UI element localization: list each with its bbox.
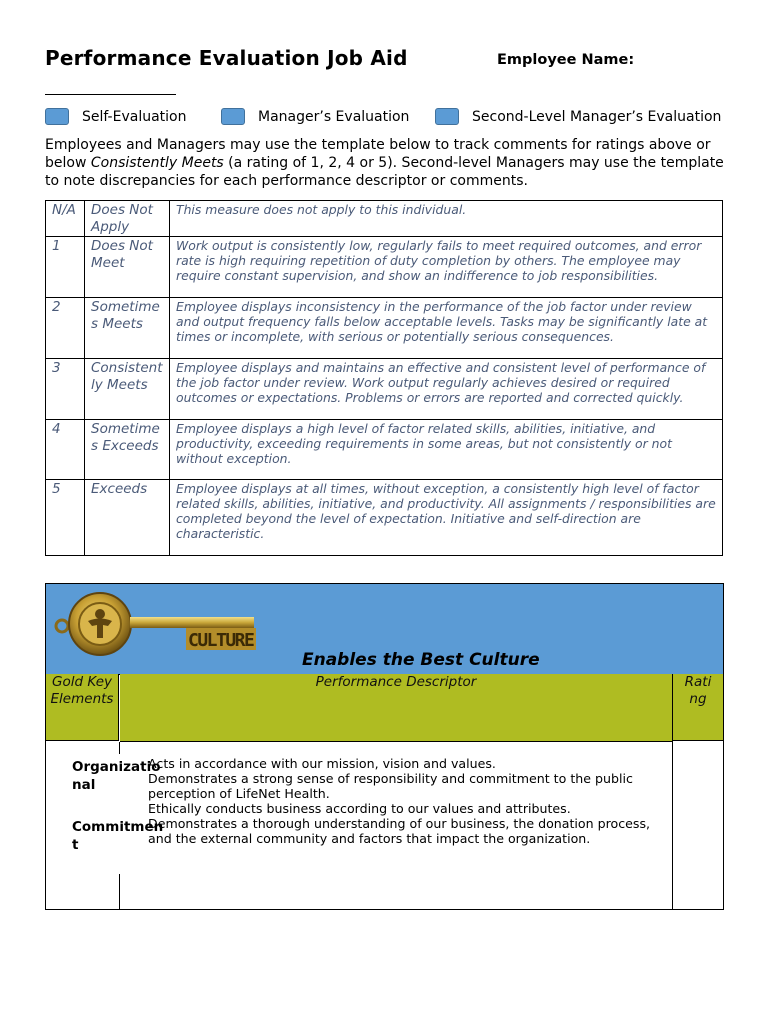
- col-performance-descriptor: Performance Descriptor: [120, 674, 673, 742]
- rating-description: Employee displays a high level of factor related skills, abilities, initiative, and productivity, exceeding requirements in some areas, but not consistently or not without exception.: [170, 420, 723, 480]
- rating-row: [46, 359, 723, 420]
- checkbox[interactable]: [435, 108, 459, 125]
- descriptor-list: [148, 756, 658, 846]
- rating-row: [46, 298, 723, 359]
- evaluation-type-checkboxes: [45, 108, 735, 126]
- descriptor-item: Acts in accordance with our mission, vision and values.: [148, 756, 496, 771]
- descriptor-item: Demonstrates a strong sense of responsibility and commitment to the public perception of LifeNet Health.: [148, 771, 633, 801]
- checkbox[interactable]: [221, 108, 245, 125]
- rating-label: Exceeds: [85, 480, 170, 556]
- rating-description: This measure does not apply to this individual.: [170, 201, 723, 237]
- rating-row: [46, 237, 723, 298]
- culture-title: Enables the Best Culture: [302, 650, 540, 670]
- culture-banner: [46, 584, 723, 675]
- divider: [672, 742, 673, 909]
- rating-code: 3: [46, 359, 85, 420]
- rating-code: 4: [46, 420, 85, 480]
- rating-code: 1: [46, 237, 85, 298]
- rating-label: Consistently Meets: [85, 359, 170, 420]
- rating-code: 5: [46, 480, 85, 556]
- manager-evaluation-label: Manager’s Evaluation: [258, 108, 410, 125]
- rating-label: Does Not Meet: [85, 237, 170, 298]
- rating-label: Does Not Apply: [85, 201, 170, 237]
- rating-row: [46, 420, 723, 480]
- element-line-1: Organizational: [72, 759, 161, 793]
- rating-row: [46, 480, 723, 556]
- rating-code: N/A: [46, 201, 85, 237]
- intro-emphasis: Consistently Meets: [90, 155, 224, 171]
- col-gold-key-elements: Gold Key Elements: [46, 674, 119, 741]
- rating-description: Employee displays at all times, without exception, a consistently high level of factor related skills, abilities, initiative, and productivity. All assignments / responsibilities are completed beyond the level of expectation. Initiative and self-direction are characteristic.: [170, 480, 723, 556]
- rating-row: [46, 201, 723, 237]
- intro-text-end: (a rating of 1, 2, 4 or 5). Second-level Managers may use the template to note discrepancies for each performance descriptor or comments.: [45, 155, 724, 189]
- intro-paragraph: [45, 136, 735, 190]
- divider: [119, 742, 120, 754]
- gold-key-logo: [54, 590, 259, 660]
- rating-description: Employee displays inconsistency in the performance of the job factor under review and output frequency falls below acceptable levels. Tasks may be significantly late at times or incomplete, with serious or potentially serious consequences.: [170, 298, 723, 359]
- descriptor-item: Demonstrates a thorough understanding of our business, the donation process, and the external community and factors that impact the organization.: [148, 816, 651, 846]
- rating-description: Work output is consistently low, regularly fails to meet required outcomes, and error rate is high requiring repetition of duty completion by others. The employee may require constant supervision, and show an indifference to job responsibilities.: [170, 237, 723, 298]
- rating-code: 2: [46, 298, 85, 359]
- employee-name-line: [45, 94, 176, 95]
- self-evaluation-option[interactable]: [45, 108, 186, 125]
- rating-description: Employee displays and maintains an effective and consistent level of performance of the job factor under review. Work output regularly achieves desired or required outcomes or expectations. Problems or errors are reported and corrected quickly.: [170, 359, 723, 420]
- col-rating: Rating: [673, 674, 723, 741]
- gold-key-element-name: [72, 758, 168, 794]
- rating-label: Sometimes Exceeds: [85, 420, 170, 480]
- rating-scale-table: [45, 200, 723, 556]
- gold-key-element-name-2: [72, 818, 168, 854]
- descriptor-item: Ethically conducts business according to our values and attributes.: [148, 801, 571, 816]
- employee-name-label: Employee Name:: [497, 52, 635, 68]
- logo-text: CULTURE: [188, 630, 254, 651]
- second-level-evaluation-option[interactable]: [435, 108, 721, 125]
- intro-text: Employees and Managers may use the template below to track comments for ratings above or below: [45, 137, 711, 171]
- second-level-evaluation-label: Second-Level Manager’s Evaluation: [472, 108, 722, 125]
- checkbox[interactable]: [45, 108, 69, 125]
- page-title: Performance Evaluation Job Aid: [45, 46, 408, 70]
- element-line-2: Commitment: [72, 819, 164, 853]
- divider: [119, 874, 120, 909]
- rating-label: Sometimes Meets: [85, 298, 170, 359]
- manager-evaluation-option[interactable]: [221, 108, 409, 125]
- self-evaluation-label: Self-Evaluation: [82, 108, 187, 125]
- culture-section: [45, 583, 724, 910]
